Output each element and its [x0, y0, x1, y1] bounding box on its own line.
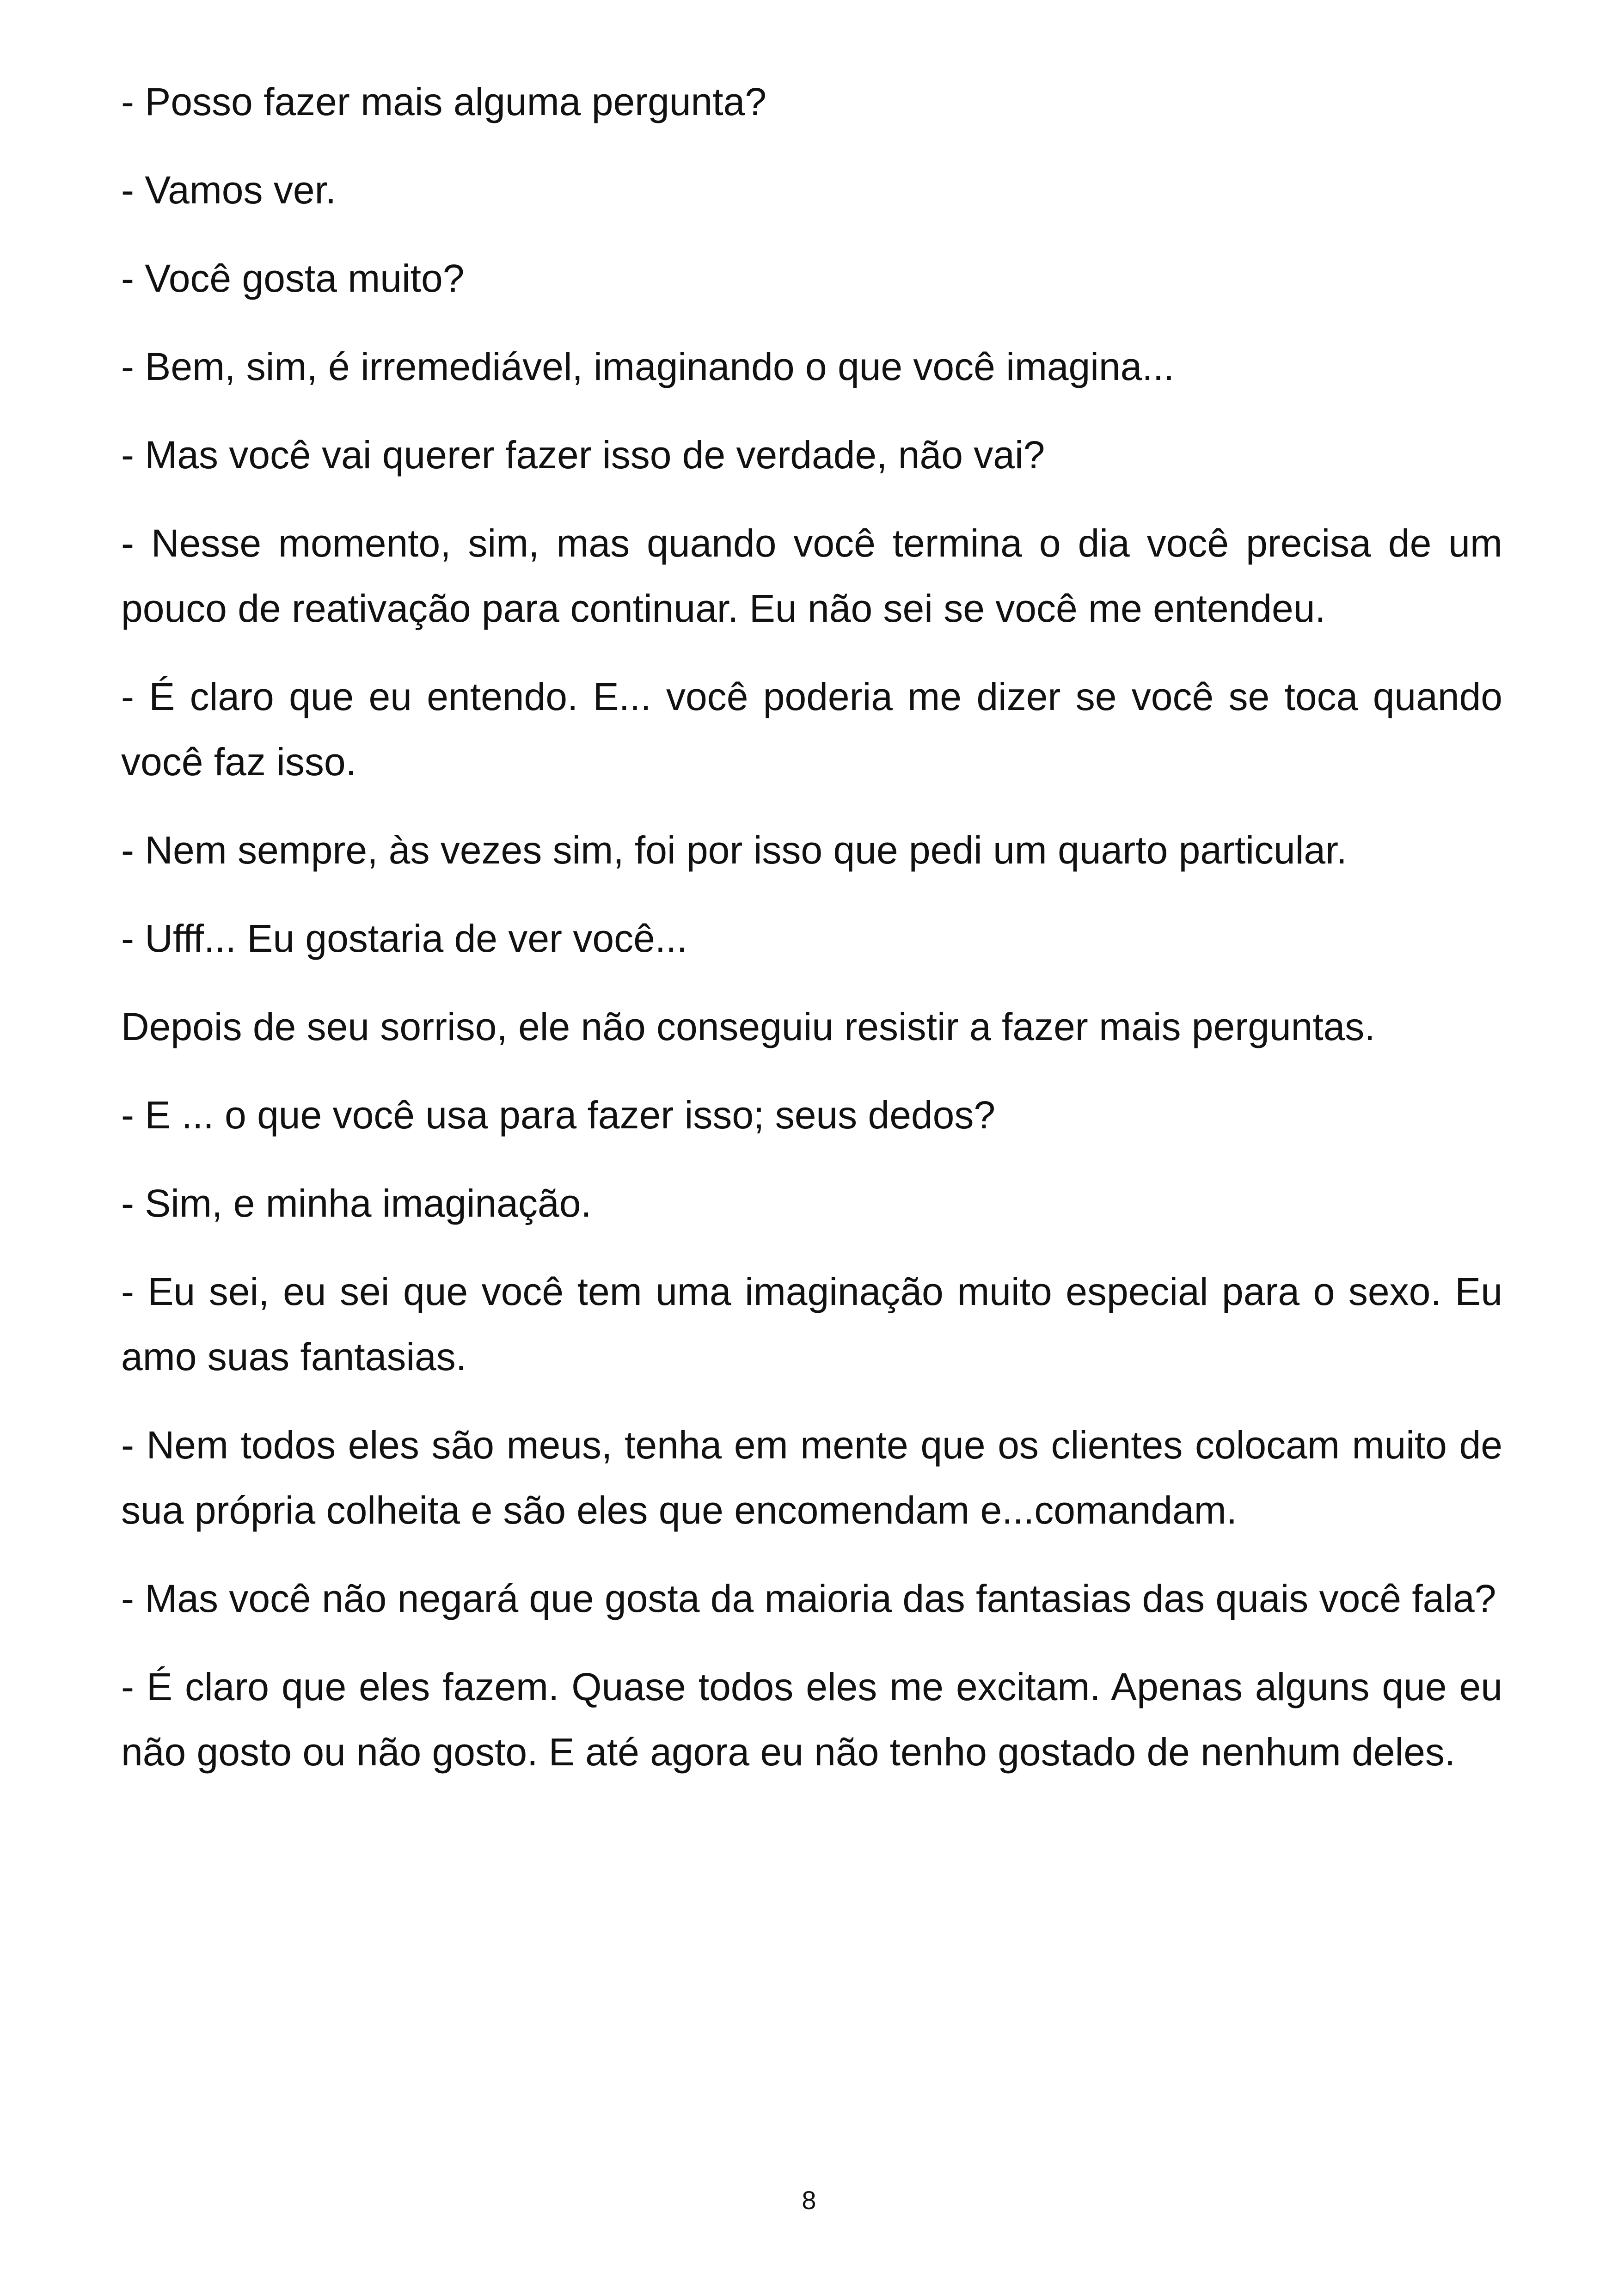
paragraph: - Posso fazer mais alguma pergunta? [121, 80, 767, 123]
paragraph: - Você gosta muito? [121, 257, 465, 300]
paragraph: Depois de seu sorriso, ele não conseguiu resistir a fazer mais perguntas. [121, 1005, 1375, 1048]
paragraph: - É claro que eles fazem. Quase todos eles me excitam. Apenas alguns que eu não gosto ou não gosto. E até agora eu não tenho gostado de nenhum deles. [121, 1665, 1502, 1774]
paragraph: - Nem sempre, às vezes sim, foi por isso que pedi um quarto particular. [121, 828, 1347, 872]
page-number: 8 [802, 2186, 816, 2215]
paragraph: - Eu sei, eu sei que você tem uma imaginação muito especial para o sexo. Eu amo suas fantasias. [121, 1270, 1502, 1378]
paragraph: - Bem, sim, é irremediável, imaginando o que você imagina... [121, 345, 1175, 388]
body-text [121, 69, 1502, 1808]
paragraph: - Nesse momento, sim, mas quando você termina o dia você precisa de um pouco de reativação para continuar. Eu não sei se você me entendeu. [121, 521, 1502, 630]
paragraph: - Nem todos eles são meus, tenha em mente que os clientes colocam muito de sua própria colheita e são eles que encomendam e...comandam. [121, 1423, 1502, 1532]
paragraph: - É claro que eu entendo. E... você poderia me dizer se você se toca quando você faz isso. [121, 675, 1502, 784]
paragraph: - Mas você vai querer fazer isso de verdade, não vai? [121, 433, 1045, 477]
paragraph: - Mas você não negará que gosta da maioria das fantasias das quais você fala? [121, 1577, 1496, 1620]
paragraph: - Ufff... Eu gostaria de ver você... [121, 917, 687, 960]
paragraph: - Vamos ver. [121, 168, 337, 212]
paragraph: - Sim, e minha imaginação. [121, 1182, 592, 1225]
paragraph: - E ... o que você usa para fazer isso; seus dedos? [121, 1093, 996, 1137]
